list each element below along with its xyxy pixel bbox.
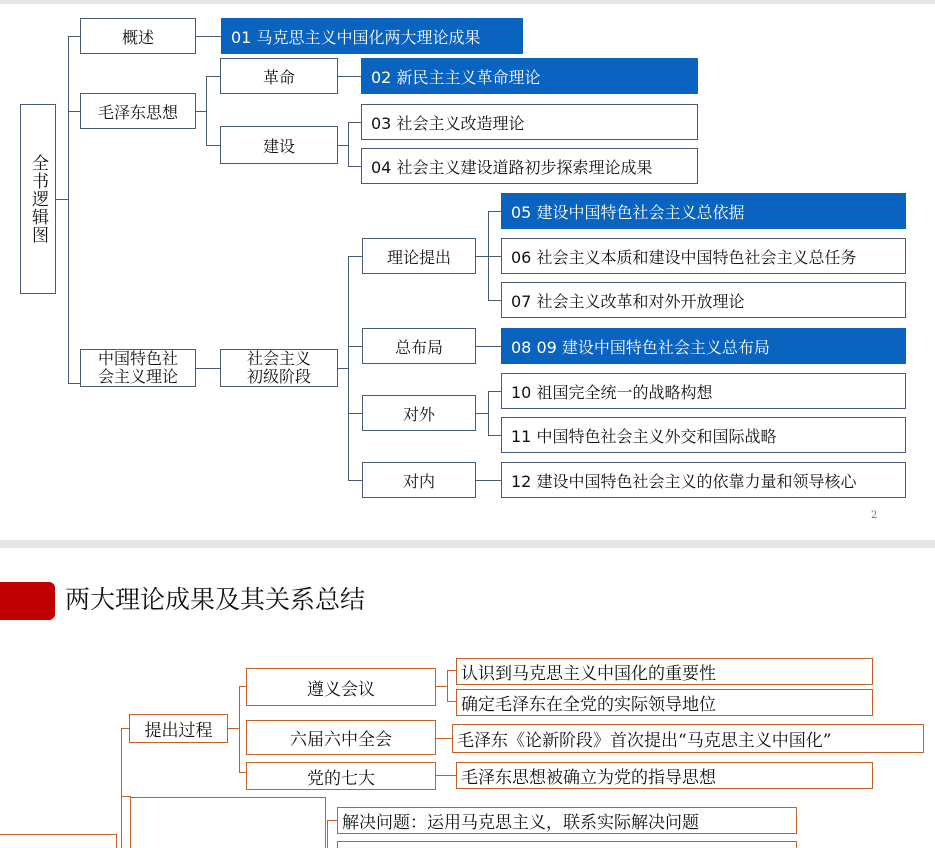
detail-label: 毛泽东思想被确立为党的指导思想 xyxy=(461,768,716,788)
node-label: 革命 xyxy=(262,67,295,87)
connector xyxy=(348,122,361,123)
detail-box xyxy=(456,689,873,716)
connector xyxy=(327,820,328,848)
page-title: 两大理论成果及其关系总结 xyxy=(65,585,366,614)
connector xyxy=(476,480,501,481)
detail-label: 毛泽东《论新阶段》首次提出“马克思主义中国化” xyxy=(457,731,832,751)
node-label: 党的七大 xyxy=(307,768,375,789)
node-mao-thought xyxy=(80,93,196,129)
chapter-label: 02 新民主主义革命理论 xyxy=(371,67,541,87)
page-number: 2 xyxy=(871,510,878,521)
chapter-04[interactable] xyxy=(361,148,698,184)
node-label: 对内 xyxy=(402,471,435,491)
connector xyxy=(206,145,220,146)
node-label: 中国特色社会主义理论 xyxy=(97,349,178,386)
root-node xyxy=(20,104,56,294)
chapter-07[interactable] xyxy=(501,282,906,318)
connector xyxy=(348,256,362,257)
node-seventh-congress xyxy=(246,762,436,790)
chapter-05[interactable] xyxy=(501,193,906,229)
node-label: 六届六中全会 xyxy=(290,730,392,750)
connector xyxy=(348,480,362,481)
node-proposal-process xyxy=(129,714,228,743)
connector xyxy=(206,76,220,77)
chapter-label: 03 社会主义改造理论 xyxy=(371,113,525,133)
node-label: 建设 xyxy=(262,136,295,156)
detail-label: 确定毛泽东在全党的实际领导地位 xyxy=(461,695,716,715)
connector xyxy=(488,391,489,436)
node-primary-stage xyxy=(220,349,338,387)
connector xyxy=(327,820,337,821)
chapter-11[interactable] xyxy=(501,417,906,453)
node-partial xyxy=(130,797,326,848)
chapter-label: 08 09 建设中国特色社会主义总布局 xyxy=(511,337,770,357)
connector xyxy=(239,686,240,773)
node-theory-proposed xyxy=(362,238,476,274)
chapter-06[interactable] xyxy=(501,238,906,274)
connector xyxy=(239,686,246,687)
chapter-label: 05 建设中国特色社会主义总依据 xyxy=(511,202,745,222)
node-revolution xyxy=(220,58,338,94)
chapter-label: 10 祖国完全统一的战略构想 xyxy=(511,382,713,402)
chapter-02[interactable] xyxy=(361,58,698,94)
node-overall-layout xyxy=(362,328,476,364)
chapter-label: 11 中国特色社会主义外交和国际战略 xyxy=(511,426,777,446)
chapter-01[interactable] xyxy=(221,18,523,54)
connector xyxy=(68,36,69,384)
connector xyxy=(447,670,456,671)
node-label: 毛泽东思想 xyxy=(97,102,178,122)
chapter-03[interactable] xyxy=(361,104,698,140)
connector xyxy=(121,728,129,729)
connector xyxy=(68,383,80,384)
connector xyxy=(348,122,349,167)
connector xyxy=(239,772,246,773)
node-label: 提出过程 xyxy=(144,721,213,741)
node-label: 对外 xyxy=(402,404,435,424)
chapter-10[interactable] xyxy=(501,373,906,409)
connector xyxy=(488,300,501,301)
chapter-label: 01 马克思主义中国化两大理论成果 xyxy=(231,27,481,47)
detail-box xyxy=(456,658,873,685)
connector xyxy=(488,435,501,436)
node-sixth-plenum xyxy=(246,720,436,755)
connector xyxy=(338,76,361,77)
node-label: 理论提出 xyxy=(386,247,451,267)
connector xyxy=(196,36,221,37)
chapter-label: 07 社会主义改革和对外开放理论 xyxy=(511,291,745,311)
page-logic-diagram xyxy=(0,4,935,540)
chapter-12[interactable] xyxy=(501,462,906,498)
title-accent-bar xyxy=(0,582,55,620)
connector xyxy=(68,111,80,112)
connector xyxy=(488,211,501,212)
node-label: 社会主义初级阶段 xyxy=(246,349,311,386)
connector xyxy=(348,166,361,167)
page-summary xyxy=(0,548,935,848)
connector xyxy=(348,256,349,481)
detail-label: 解决问题：运用马克思主义，联系实际解决问题 xyxy=(342,813,699,833)
node-label: 概述 xyxy=(121,27,154,47)
chapter-08-09[interactable] xyxy=(501,328,906,364)
detail-box xyxy=(452,724,924,753)
connector xyxy=(196,368,220,369)
detail-label: 认识到马克思主义中国化的重要性 xyxy=(461,664,716,684)
connector xyxy=(436,775,456,776)
node-partial xyxy=(0,834,117,848)
chapter-label: 06 社会主义本质和建设中国特色社会主义总任务 xyxy=(511,247,857,267)
node-construction xyxy=(220,126,338,164)
node-socialism-theory xyxy=(80,349,196,387)
node-external xyxy=(362,395,476,431)
root-label: 全书逻辑图 xyxy=(28,154,48,244)
connector xyxy=(488,391,501,392)
node-label: 总布局 xyxy=(394,337,443,357)
node-partial xyxy=(337,841,797,848)
node-zunyi-meeting xyxy=(246,668,436,706)
connector xyxy=(476,346,501,347)
connector xyxy=(68,36,80,37)
connector xyxy=(447,701,456,702)
detail-box xyxy=(456,762,873,789)
connector xyxy=(488,256,501,257)
chapter-label: 12 建设中国特色社会主义的依靠力量和领导核心 xyxy=(511,471,857,491)
detail-box xyxy=(337,807,797,834)
connector xyxy=(348,346,362,347)
connector xyxy=(447,670,448,702)
connector xyxy=(121,728,122,848)
connector xyxy=(348,413,362,414)
node-internal xyxy=(362,462,476,498)
node-overview xyxy=(80,18,196,54)
node-label: 遵义会议 xyxy=(307,679,375,700)
chapter-label: 04 社会主义建设道路初步探索理论成果 xyxy=(371,157,653,177)
connector xyxy=(206,76,207,146)
